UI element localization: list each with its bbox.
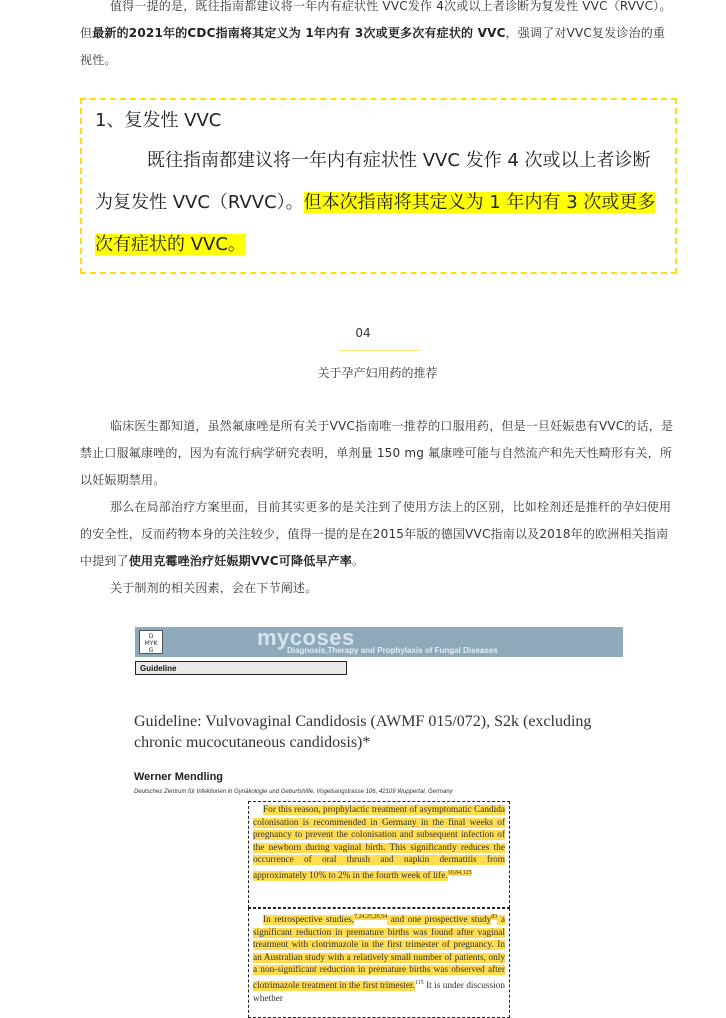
logo-line-1: D: [148, 633, 154, 640]
quote-body-plain: 既往指南都建议将一年内有症状性 VVC 发作 4 次或以上者诊断为复发性 VVC（RVVC）。: [95, 150, 651, 213]
excerpt-box-1: [248, 801, 510, 908]
excerpt-2-lead: In retrospective studies,: [263, 915, 355, 926]
article-type-tag: Guideline: [135, 661, 347, 675]
section-divider: [340, 350, 420, 351]
journal-subtitle: Diagnosis,Therapy and Prophylaxis of Fungal Diseases: [287, 646, 498, 655]
quote-body: [95, 140, 667, 266]
intro-tail: ，强调了对VVC复发诊治的重视性。: [80, 26, 666, 67]
intro-bold: 最新的2021年的CDC指南将其定义为 1年内有 3次或更多次有症状的 VVC: [92, 26, 506, 40]
intro-paragraph: [80, 0, 677, 74]
article-clipping: [132, 625, 626, 1004]
paragraph-1: 临床医生都知道，虽然氟康唑是所有关于VVC指南唯一推荐的口服用药，但是一旦妊娠患有VVC的话，是禁止口服氟康唑的，因为有流行病学研究表明，单剂量 150 mg 氟康唑可能与自然流产和先天性畸形有关，所以妊娠期禁用。: [80, 419, 674, 487]
excerpt-box-2: [248, 908, 510, 1018]
section-number: 04: [355, 326, 371, 340]
article-affiliation: Deutsches Zentrum für Infektionen in Gynäkologie und Geburtshilfe, Vogelsangstrasse 106, 42109 Wuppertal, Germany: [134, 789, 453, 795]
section-title: 关于孕产妇用药的推荐: [317, 366, 438, 380]
dmykg-logo: [139, 630, 163, 654]
quote-heading: 1、复发性 VVC: [95, 110, 222, 131]
excerpt-2-ref-2: 83: [491, 914, 498, 920]
paragraph-2-lead: 那么在局部治疗方案里面，目前其实更多的是关注到了使用方法上的区别，比如栓剂还是推杆的孕妇使用的安全性，反而药物本身的关注较少，值得一提的是在2015年版的德国VVC指南以及2018年的欧洲相关指南中提到了: [80, 500, 672, 568]
paragraph-3: 关于制剂的相关因素，会在下节阐述。: [110, 581, 318, 595]
excerpt-2-body: a significant reduction in premature births was found after vaginal treatment with clotrimazole in the first trimester of pregnancy. In an Australian study with a relatively small number of patients, only a non-significant reduction in premature births was observed after clotrimazole treatment in the first trimester.: [253, 915, 505, 992]
paragraph-2: [80, 494, 677, 575]
logo-line-2: MYK: [144, 640, 158, 647]
article-author: Werner Mendling: [134, 771, 224, 783]
journal-banner: [135, 627, 623, 657]
logo-line-3: G: [148, 647, 154, 654]
excerpt-2-ref-3: 115: [414, 980, 424, 987]
paragraph-2-bold: 使用克霉唑治疗妊娠期VVC可降低早产率: [128, 554, 352, 568]
quote-box: [80, 98, 677, 274]
article-title: Guideline: Vulvovaginal Candidosis (AWMF 015/072), S2k (excluding chronic mucocutaneous candidosis)*: [134, 713, 592, 751]
journal-name: mycoses: [257, 625, 355, 650]
paragraph-2-tail: 。: [352, 554, 365, 568]
quote-body-highlight: 但本次指南将其定义为 1 年内有 3 次或更多次有症状的 VVC。: [95, 192, 656, 255]
excerpt-1-ref: 10,84,125: [447, 869, 472, 876]
intro-lead: 值得一提的是，既往指南都建议将一年内有症状性 VVC发作 4次或以上者诊断为复发性 VVC（RVVC）。但: [80, 0, 672, 40]
excerpt-1-text: For this reason, prophylactic treatment of asymptomatic Candida colonisation is recommended in Germany in the final weeks of pregnancy to prevent the colonisation and subsequent infection of the newborn during vaginal birth. This significantly reduces the occurrence of oral thrush and napkin dermatitis from approximately 10% to 2% in the fourth week of life.: [253, 805, 505, 882]
excerpt-2-ref-1: 7,24,25,26,54: [354, 914, 388, 920]
excerpt-2-end: It is under discussion whether: [253, 981, 506, 1004]
excerpt-2-mid: and one prospective study: [387, 915, 492, 926]
